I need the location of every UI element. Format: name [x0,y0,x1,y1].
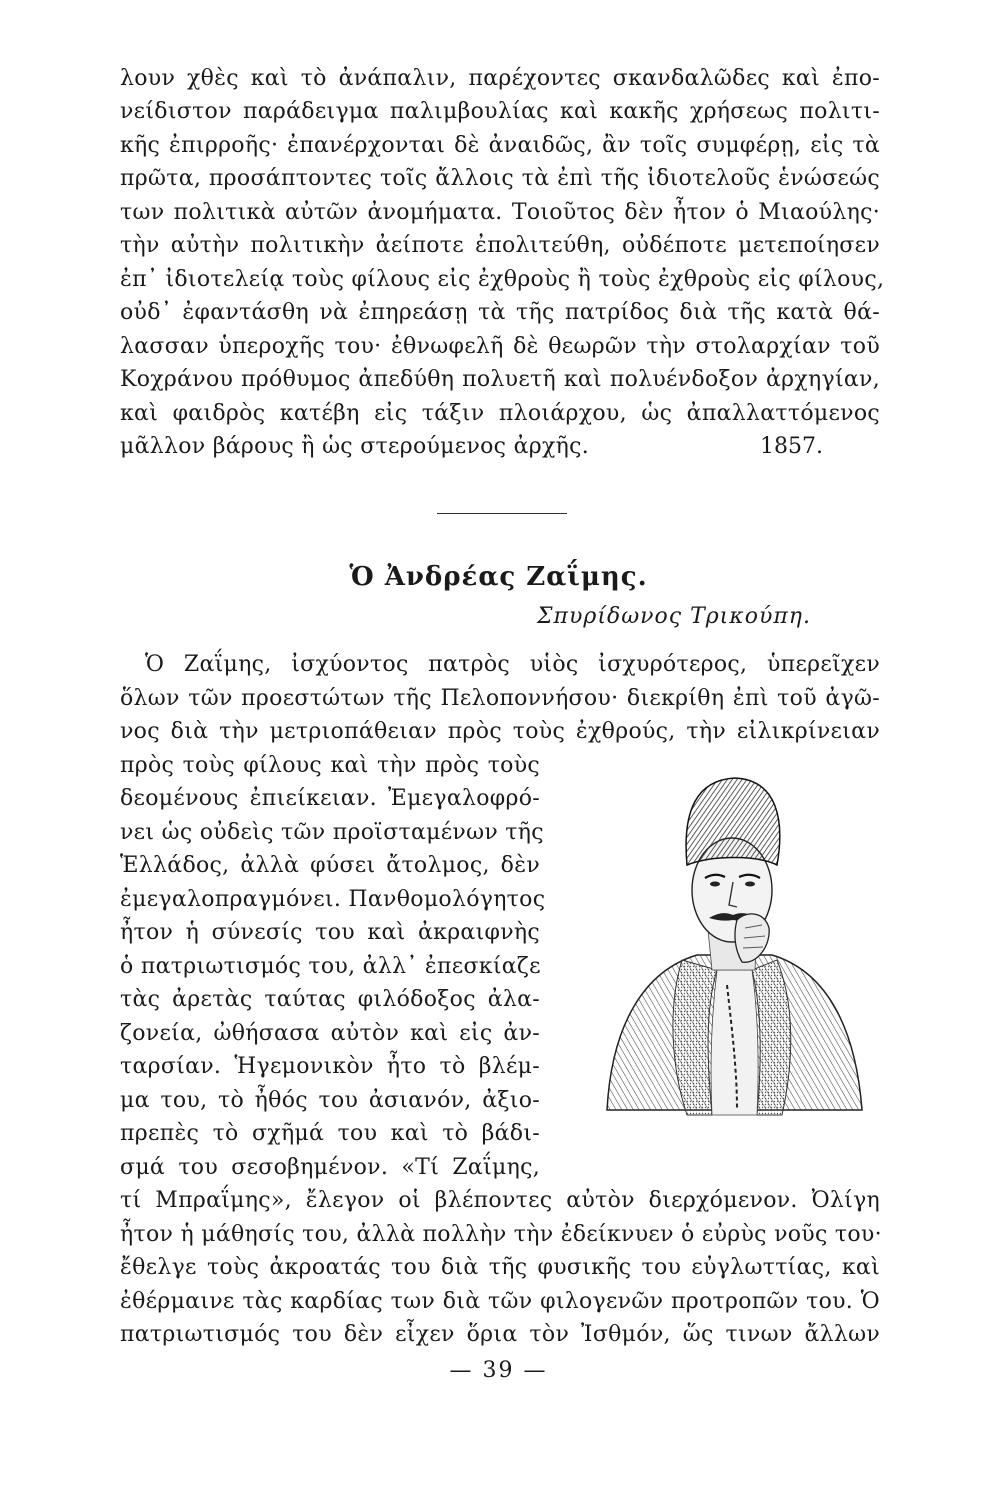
text-line: ταρσίαν. Ἡγεμονικὸν ἦτο τὸ βλέμ- [120,1054,540,1079]
text-line: κῆς ἐπιρροῆς· ἐπανέρχονται δὲ ἀναιδῶς, ἂν τοῖς συμφέρῃ, εἰς τὰ [120,133,880,158]
text-line: ὁ πατριωτισμός του, ἀλλ᾽ ἐπεσκίαζε [120,954,541,979]
text-line: ἐπ᾽ ἰδιοτελείᾳ τοὺς φίλους εἰς ἐχθροὺς ἢ τοὺς ἐχθροὺς εἰς φίλους, [120,267,885,292]
text-line: τί Μπραΐμης», ἔλεγον οἱ βλέποντες αὐτὸν διερχόμενον. Ὀλίγη [120,1188,880,1213]
section-divider [437,513,567,514]
text-line: των πολιτικὰ αὐτῶν ἀνομήματα. Τοιοῦτος δὲν ἦτον ὁ Μιαούλης· [120,200,880,225]
text-line: σμά του σεσοβημένον. «Τί Ζαΐμης, [120,1155,540,1180]
text-line: πρεπὲς τὸ σχῆμά του καὶ τὸ βάδι- [120,1121,540,1146]
text-line: νος διὰ τὴν μετριοπάθειαν πρὸς τοὺς ἐχθρούς, τὴν εἰλικρίνειαν [120,719,880,744]
section-author: Σπυρίδωνος Τρικούπη. [537,604,811,629]
text-line: Ὁ Ζαΐμης, ἰσχύοντος πατρὸς υἱὸς ἰσχυρότερος, ὑπερεῖχεν [145,652,880,677]
text-line: λουν χθὲς καὶ τὸ ἀνάπαλιν, παρέχοντες σκανδαλῶδες καὶ ἐπο- [120,66,880,91]
text-line: Κοχράνου πρόθυμος ἀπεδύθη πολυετῆ καὶ πολυένδοξον ἀρχηγίαν, [120,367,880,392]
text-line: καὶ φαιδρὸς κατέβη εἰς τάξιν πλοιάρχου, ὡς ἀπαλλαττόμενος [120,401,880,426]
text-line: ἐμεγαλοπραγμόνει. Πανθομολόγητος [120,887,546,912]
section-title: Ὁ Ἀνδρέας Ζαΐμης. [349,562,648,592]
text-line: Ἑλλάδος, ἀλλὰ φύσει ἄτολμος, δὲν [120,853,540,878]
text-line: πατριωτισμός του δὲν εἶχεν ὅρια τὸν Ἰσθμόν, ὥς τινων ἄλλων [120,1322,880,1347]
portrait-illustration [587,770,877,1120]
text-line: ζονεία, ὠθήσασα αὐτὸν καὶ εἰς ἀν- [120,1021,540,1046]
text-line: δεομένους ἐπιείκειαν. Ἐμεγαλοφρό- [120,786,540,811]
text-line: πρῶτα, προσάπτοντες τοῖς ἄλλοις τὰ ἐπὶ τῆς ἰδιοτελοῦς ἑνώσεώς [120,166,880,191]
text-line: ἦτον ἡ σύνεσίς του καὶ ἀκραιφνὴς [120,920,540,945]
text-line: ὅλων τῶν προεστώτων τῆς Πελοποννήσου· διεκρίθη ἐπὶ τοῦ ἀγῶ- [120,686,880,711]
text-line: ἦτον ἡ μάθησίς του, ἀλλὰ πολλὴν τὴν ἐδείκνυεν ὁ εὐρὺς νοῦς του· [120,1222,882,1247]
text-line: μα του, τὸ ἦθός του ἀσιανόν, ἀξιο- [120,1088,540,1113]
hat [686,778,780,865]
page-number: — 39 — [449,1358,548,1383]
text-line: ἐθέρμαινε τὰς καρδίας των διὰ τῶν φιλογενῶν προτροπῶν του. Ὁ [120,1289,880,1314]
text-line: τὴν αὐτὴν πολιτικὴν ἀείποτε ἐπολιτεύθη, οὐδέποτε μετεποίησεν [120,233,880,258]
text-line: οὐδ᾽ ἐφαντάσθη νὰ ἐπηρεάσῃ τὰ τῆς πατρίδος διὰ τῆς κατὰ θά- [120,300,880,325]
text-line: τὰς ἀρετὰς ταύτας φιλόδοξος ἀλα- [120,987,540,1012]
text-line: νείδιστον παράδειγμα παλιμβουλίας καὶ κακῆς χρήσεως πολιτι- [120,99,880,124]
text-line: μᾶλλον βάρους ἢ ὡς στερούμενος ἀρχῆς. [120,434,590,459]
text-line: πρὸς τοὺς φίλους καὶ τὴν πρὸς τοὺς [120,753,540,778]
date: 1857. [760,434,823,459]
text-line: λασσαν ὑπεροχῆς του· ἐθνωφελῆ δὲ θεωρῶν τὴν στολαρχίαν τοῦ [120,334,880,359]
text-line: ἔθελγε τοὺς ἀκροατάς του διὰ τῆς φυσικῆς του εὐγλωττίας, καὶ [120,1255,880,1280]
text-line: νει ὡς οὐδεὶς τῶν προϊσταμένων τῆς [120,820,544,845]
